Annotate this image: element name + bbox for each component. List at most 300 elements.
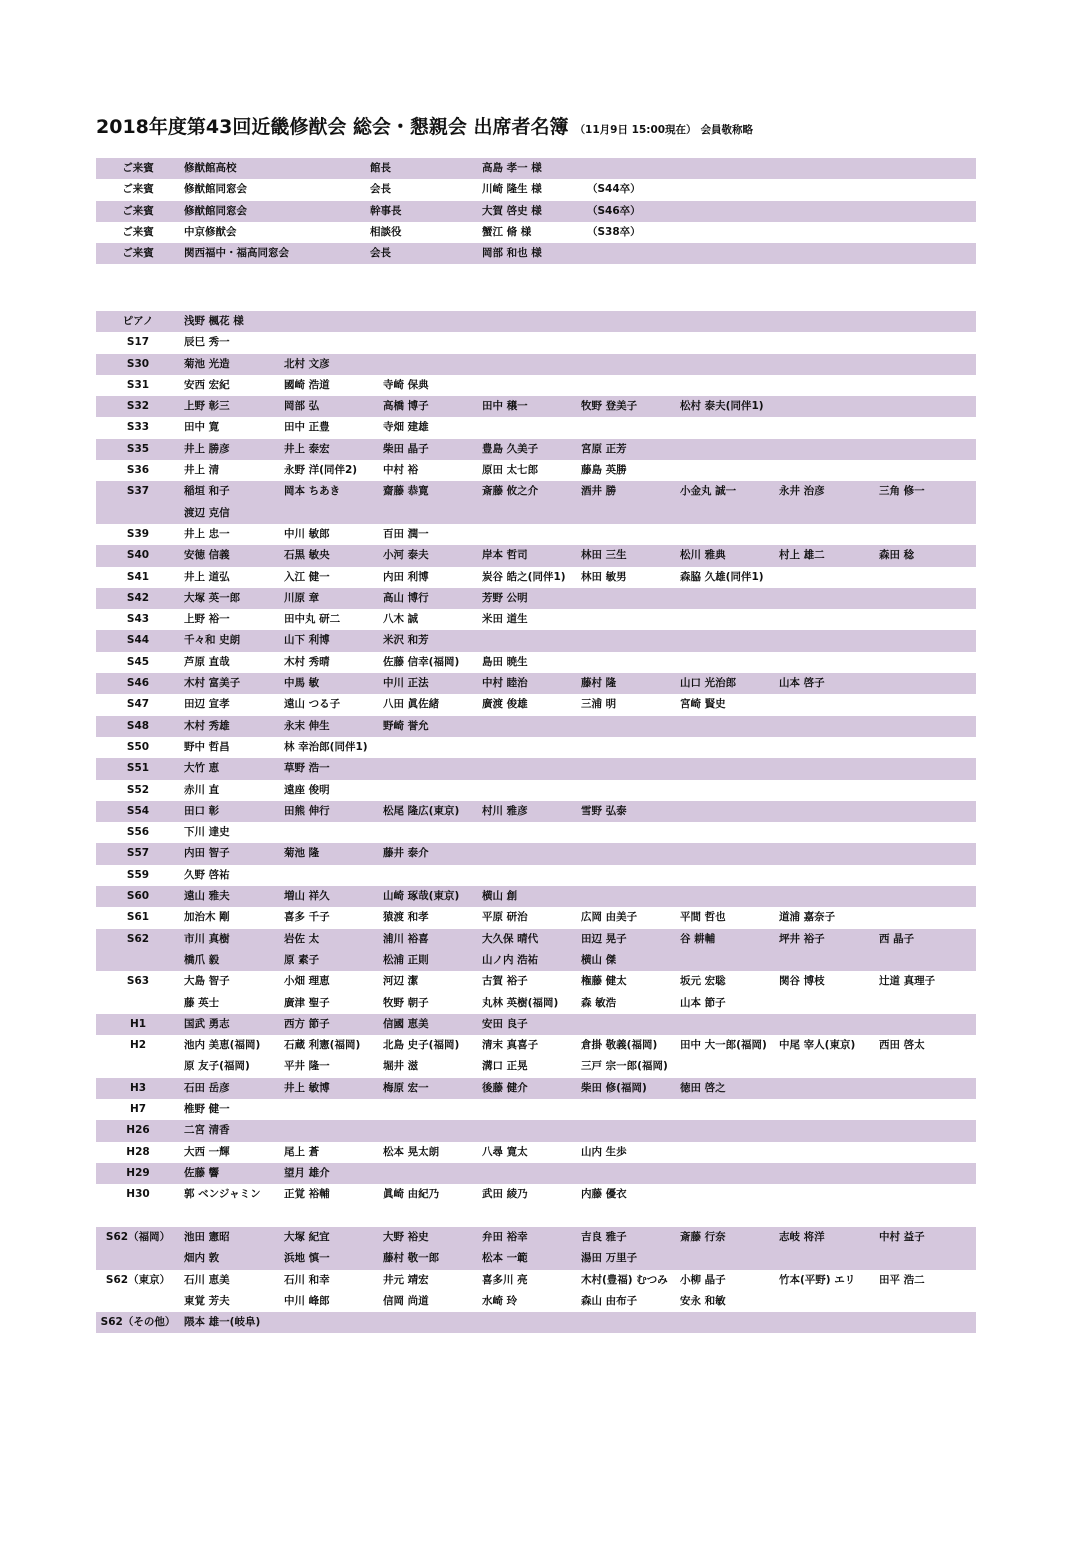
attendee-name: 芦原 直哉 <box>184 655 230 668</box>
attendee-row <box>96 950 976 971</box>
attendee-row <box>96 609 976 630</box>
attendee-name: 宮崎 賢史 <box>680 698 726 711</box>
attendee-row <box>96 1078 976 1099</box>
attendee-row <box>96 780 976 801</box>
attendee-name: 國崎 浩道 <box>284 378 330 391</box>
attendee-name: 田辺 晃子 <box>581 932 627 945</box>
class-year-label: H7 <box>129 1102 147 1115</box>
class-year-label <box>96 950 180 971</box>
class-year-label: S42 <box>126 591 150 604</box>
class-year-label: H28 <box>126 1145 150 1158</box>
attendee-name: 平間 哲也 <box>680 911 726 924</box>
class-year-label: S33 <box>126 421 150 434</box>
class-year-label: S17 <box>126 336 150 349</box>
attendee-name: 猿渡 和孝 <box>383 911 429 924</box>
attendee-name: 米田 道生 <box>482 613 528 626</box>
attendee-name: 佐藤 響 <box>184 1166 220 1179</box>
guest-label: ご来賓 <box>122 204 154 217</box>
attendee-name: 倉掛 敬義(福岡) <box>581 1039 658 1052</box>
attendee-name: 横山 創 <box>482 890 518 903</box>
attendee-name: 安田 良子 <box>482 1017 528 1030</box>
attendee-name: 稲垣 和子 <box>184 485 230 498</box>
attendee-row <box>96 439 976 460</box>
guest-label: ご来賓 <box>122 183 154 196</box>
attendee-row <box>96 354 976 375</box>
class-year-label: S41 <box>126 570 150 583</box>
attendee-name: 久野 啓祐 <box>184 868 230 881</box>
attendee-name: 中村 裕 <box>383 464 419 477</box>
attendee-row <box>96 311 976 332</box>
regional-attendee-row <box>96 1312 976 1333</box>
guest-role: 相談役 <box>370 225 402 238</box>
attendee-name: 信岡 尚道 <box>383 1294 429 1307</box>
attendee-name: 徳田 啓之 <box>680 1081 726 1094</box>
attendee-name: 池田 憲昭 <box>184 1231 230 1243</box>
attendee-name: 岡部 弘 <box>284 400 320 413</box>
attendee-name: 椎野 健一 <box>184 1102 230 1115</box>
attendee-name: 井上 勝彦 <box>184 442 230 455</box>
attendee-name: 井上 道弘 <box>184 570 230 583</box>
regional-attendee-table <box>96 1227 976 1333</box>
class-year-label: S52 <box>126 783 150 796</box>
attendee-name: 藤 英士 <box>184 996 220 1009</box>
attendee-name: 米沢 和芳 <box>383 634 429 647</box>
guest-graduation-note: （S38卒） <box>587 225 641 238</box>
attendee-name: 市川 真樹 <box>184 932 230 945</box>
attendee-row <box>96 545 976 566</box>
class-year-label: H1 <box>129 1017 147 1030</box>
attendee-name: 三浦 明 <box>581 698 617 711</box>
attendee-name: 山内 生歩 <box>581 1145 627 1158</box>
attendee-row <box>96 758 976 779</box>
attendee-name: 梅原 宏一 <box>383 1081 429 1094</box>
guest-role: 館長 <box>370 162 391 174</box>
attendee-name: 浜地 慎一 <box>284 1252 330 1265</box>
attendee-row <box>96 396 976 417</box>
attendee-name: 森脇 久雄(同伴1) <box>680 570 764 583</box>
attendee-row <box>96 907 976 928</box>
guest-role: 会長 <box>370 183 391 196</box>
attendee-name: 後藤 健介 <box>482 1081 528 1094</box>
attendee-name: 谷 耕輔 <box>680 932 716 945</box>
attendee-name: 北島 史子(福岡) <box>383 1039 460 1052</box>
attendee-name: 平井 隆一 <box>284 1060 330 1073</box>
attendee-name: 村上 雄二 <box>779 549 825 562</box>
class-year-label: S54 <box>126 804 150 817</box>
attendee-name: 岡本 ちあき <box>284 485 341 498</box>
attendee-name: 吉良 雅子 <box>581 1231 627 1243</box>
class-year-label: S62（福岡） <box>105 1231 171 1243</box>
attendee-name: 石川 恵美 <box>184 1273 230 1286</box>
attendee-row <box>96 567 976 588</box>
attendee-name: 田中 穣一 <box>482 400 528 413</box>
attendee-name: 山下 利博 <box>284 634 330 647</box>
attendee-name: 林田 敏男 <box>581 570 627 583</box>
attendee-name: 井上 清 <box>184 464 220 477</box>
guest-label: ご来賓 <box>122 247 154 260</box>
attendee-name: 田熊 伸行 <box>284 804 330 817</box>
guest-row <box>96 158 976 179</box>
attendee-name: 川原 章 <box>284 591 320 604</box>
attendee-name: 東覚 芳夫 <box>184 1294 230 1307</box>
attendee-name: 大塚 紀宜 <box>284 1231 330 1243</box>
attendee-name: 野崎 誉允 <box>383 719 429 732</box>
class-year-label: S30 <box>126 357 150 370</box>
attendee-name: 信國 恵美 <box>383 1017 429 1030</box>
attendee-name: 木村 秀雄 <box>184 719 230 732</box>
attendee-name: 河辺 潔 <box>383 975 419 988</box>
attendee-name: 木村 秀晴 <box>284 655 330 668</box>
attendee-name: 田中 大一郎(福岡) <box>680 1039 767 1052</box>
guest-role: 会長 <box>370 247 391 260</box>
attendee-name: 豊島 久美子 <box>482 442 539 455</box>
attendee-name: 松尾 隆広(東京) <box>383 804 460 817</box>
class-year-label: ピアノ <box>122 315 154 327</box>
attendee-name: 石田 岳彦 <box>184 1081 230 1094</box>
attendee-name: 山崎 琢哉(東京) <box>383 890 460 903</box>
attendee-row <box>96 652 976 673</box>
class-year-label: S62（その他） <box>100 1316 176 1329</box>
attendee-name: 千々和 史朗 <box>184 634 241 647</box>
attendee-name: 上野 彰三 <box>184 400 230 413</box>
attendee-name: 牧野 登美子 <box>581 400 638 413</box>
class-year-label <box>96 1248 180 1269</box>
class-year-label: S47 <box>126 698 150 711</box>
attendee-name: 下川 達史 <box>184 826 230 839</box>
class-year-label: S63 <box>126 975 150 988</box>
class-year-label: S61 <box>126 911 150 924</box>
class-year-label: S48 <box>126 719 150 732</box>
attendee-name: 遠山 つる子 <box>284 698 341 711</box>
attendee-name: 松川 雅典 <box>680 549 726 562</box>
attendee-name: 池内 美恵(福岡) <box>184 1039 261 1052</box>
attendee-name: 溝口 正晃 <box>482 1060 528 1073</box>
attendee-name: 渡辺 克信 <box>184 506 230 519</box>
attendee-row <box>96 1163 976 1184</box>
attendee-name: 斎藤 行奈 <box>680 1231 726 1243</box>
attendee-name: 内田 智子 <box>184 847 230 860</box>
attendee-name: 辰巳 秀一 <box>184 336 230 349</box>
class-year-label: H26 <box>126 1124 150 1137</box>
class-year-label: S59 <box>126 868 150 881</box>
attendee-row <box>96 865 976 886</box>
attendee-name: 永末 伸生 <box>284 719 330 732</box>
attendee-name: 上野 裕一 <box>184 613 230 626</box>
attendee-name: 西方 節子 <box>284 1017 330 1030</box>
attendee-name: 内藤 優衣 <box>581 1188 627 1201</box>
class-year-label: H30 <box>126 1188 150 1201</box>
attendee-name: 望月 雄介 <box>284 1166 330 1179</box>
regional-attendee-row <box>96 1270 976 1291</box>
attendee-name: 島田 暁生 <box>482 655 528 668</box>
attendee-name: 草野 浩一 <box>284 762 330 775</box>
guest-organization: 修猷館高校 <box>184 162 237 174</box>
attendee-row <box>96 673 976 694</box>
attendee-name: 山ノ内 浩祐 <box>482 953 539 966</box>
attendee-name: 中馬 敏 <box>284 677 320 690</box>
attendee-name: 尾上 蒼 <box>284 1145 320 1158</box>
attendee-name: 松村 泰夫(同伴1) <box>680 400 764 413</box>
attendee-name: 田口 彰 <box>184 804 220 817</box>
class-year-label: H29 <box>126 1166 150 1179</box>
attendee-name: 弁田 裕幸 <box>482 1231 528 1243</box>
attendee-name: 岸本 哲司 <box>482 549 528 562</box>
class-year-label: S37 <box>126 485 150 498</box>
class-year-label: S56 <box>126 826 150 839</box>
attendee-name: 田中 正豊 <box>284 421 330 434</box>
attendee-name: 中尾 宰人(東京) <box>779 1039 856 1052</box>
attendee-name: 武田 綾乃 <box>482 1188 528 1201</box>
guest-organization: 関西福中・福高同窓会 <box>184 247 289 260</box>
attendee-name: 安永 和敏 <box>680 1294 726 1307</box>
attendee-name: 寺畑 建雄 <box>383 421 429 434</box>
attendee-name: 坂元 宏聡 <box>680 975 726 988</box>
class-year-label: S44 <box>126 634 150 647</box>
attendee-name: 井上 敏博 <box>284 1081 330 1094</box>
attendee-name: 藤村 敬一郎 <box>383 1252 440 1265</box>
class-year-label: S39 <box>126 527 150 540</box>
class-year-label: S46 <box>126 677 150 690</box>
attendee-name: 安徳 信義 <box>184 549 230 562</box>
class-year-label: S51 <box>126 762 150 775</box>
title-honorific-note: 会員敬称略 <box>700 124 754 136</box>
attendee-name: 坪井 裕子 <box>779 932 825 945</box>
attendee-name: 二宮 清香 <box>184 1124 230 1137</box>
class-year-label: S45 <box>126 655 150 668</box>
class-year-label: S43 <box>126 613 150 626</box>
guest-label: ご来賓 <box>122 225 154 238</box>
attendee-name: 大野 裕史 <box>383 1231 429 1243</box>
attendee-name: 宮原 正芳 <box>581 442 627 455</box>
attendee-name: 田中丸 研二 <box>284 613 341 626</box>
class-year-label: S31 <box>126 378 150 391</box>
attendee-name: 藤村 隆 <box>581 677 617 690</box>
attendee-row <box>96 503 976 524</box>
attendee-name: 郭 ベンジャミン <box>184 1188 261 1201</box>
attendee-row <box>96 1120 976 1141</box>
attendee-name: 菊池 隆 <box>284 847 320 860</box>
class-year-label: S62（東京） <box>105 1273 171 1286</box>
attendee-row <box>96 460 976 481</box>
regional-attendee-row <box>96 1227 976 1248</box>
attendee-row <box>96 694 976 715</box>
class-year-label: S40 <box>126 549 150 562</box>
attendee-name: 野中 哲昌 <box>184 740 230 753</box>
attendee-name: 大竹 恵 <box>184 762 220 775</box>
attendee-name: 安西 宏紀 <box>184 378 230 391</box>
attendee-name: 山口 光治郎 <box>680 677 737 690</box>
attendee-name: 松本 晃太朗 <box>383 1145 440 1158</box>
attendee-name: 原 友子(福岡) <box>184 1060 250 1073</box>
attendee-name: 林田 三生 <box>581 549 627 562</box>
attendee-name: 中村 益子 <box>879 1231 925 1243</box>
attendee-name: 井元 靖宏 <box>383 1273 429 1286</box>
attendee-name: 八木 誠 <box>383 613 419 626</box>
attendee-row <box>96 716 976 737</box>
attendee-name: 中川 敏郎 <box>284 527 330 540</box>
guest-name: 大賀 啓史 様 <box>482 204 542 217</box>
attendee-name: 中村 睦治 <box>482 677 528 690</box>
attendee-name: 永野 洋(同伴2) <box>284 464 358 477</box>
attendee-name: 石蔵 利憲(福岡) <box>284 1039 361 1052</box>
attendee-name: 柴田 修(福岡) <box>581 1081 647 1094</box>
attendee-name: 三戸 宗一郎(福岡) <box>581 1060 668 1073</box>
attendee-name: 炭谷 皓之(同伴1) <box>482 570 566 583</box>
attendee-name: 橋爪 毅 <box>184 953 220 966</box>
attendee-name: 小柳 晶子 <box>680 1273 726 1286</box>
attendee-name: 廣渡 俊雄 <box>482 698 528 711</box>
attendee-name: 牧野 朝子 <box>383 996 429 1009</box>
attendee-name: 赤川 直 <box>184 783 220 796</box>
attendee-name: 森田 稔 <box>879 549 915 562</box>
class-year-label: S35 <box>126 442 150 455</box>
class-year-label: S32 <box>126 400 150 413</box>
guest-graduation-note: （S44卒） <box>587 183 641 196</box>
attendee-name: 小金丸 誠一 <box>680 485 737 498</box>
class-year-label <box>96 1291 180 1312</box>
attendee-name: 木村 富美子 <box>184 677 241 690</box>
attendee-row <box>96 1056 976 1077</box>
attendee-name: 木村(豊福) むつみ <box>581 1273 668 1286</box>
attendee-name: 酒井 勝 <box>581 485 617 498</box>
attendee-name: 広岡 由美子 <box>581 911 638 924</box>
class-year-label: S60 <box>126 890 150 903</box>
attendee-name: 入江 健一 <box>284 570 330 583</box>
attendee-name: 八尋 寛太 <box>482 1145 528 1158</box>
attendee-name: 湯田 万里子 <box>581 1252 638 1265</box>
attendee-name: 田平 浩二 <box>879 1273 925 1286</box>
title-main: 2018年度第43回近畿修猷会 総会・懇親会 出席者名簿 <box>96 116 569 138</box>
attendee-name: 浦川 裕喜 <box>383 932 429 945</box>
attendee-row <box>96 375 976 396</box>
attendee-row <box>96 332 976 353</box>
attendee-row <box>96 801 976 822</box>
attendee-name: 原 素子 <box>284 953 320 966</box>
attendee-name: 大西 一輝 <box>184 1145 230 1158</box>
attendee-row <box>96 630 976 651</box>
attendee-name: 田中 寛 <box>184 421 220 434</box>
class-year-label <box>96 1056 180 1077</box>
attendee-name: 西 晶子 <box>879 932 915 945</box>
attendee-name: 志岐 将洋 <box>779 1231 825 1243</box>
attendee-name: 増山 祥久 <box>284 890 330 903</box>
attendee-name: 関谷 博枝 <box>779 975 825 988</box>
attendee-name: 喜多 千子 <box>284 911 330 924</box>
attendee-name: 内田 利博 <box>383 570 429 583</box>
attendee-name: 遠山 雅夫 <box>184 890 230 903</box>
guest-row <box>96 222 976 243</box>
attendee-name: 村川 雅彦 <box>482 804 528 817</box>
guest-label: ご来賓 <box>122 162 154 174</box>
attendee-name: 権藤 健太 <box>581 975 627 988</box>
guest-name: 岡部 和也 様 <box>482 247 542 260</box>
guest-row <box>96 201 976 222</box>
attendee-name: 柴田 晶子 <box>383 442 429 455</box>
attendee-row <box>96 993 976 1014</box>
guest-row <box>96 179 976 200</box>
guest-graduation-note: （S46卒） <box>587 204 641 217</box>
attendee-name: 岩佐 太 <box>284 932 320 945</box>
attendee-name: 百田 潤一 <box>383 527 429 540</box>
guest-organization: 中京修猷会 <box>184 225 237 238</box>
attendee-name: 眞崎 由紀乃 <box>383 1188 440 1201</box>
attendee-name: 横山 傑 <box>581 953 617 966</box>
attendee-name: 菊池 光造 <box>184 357 230 370</box>
attendee-name: 井上 忠一 <box>184 527 230 540</box>
attendee-name: 隈本 雄一(岐阜) <box>184 1316 261 1329</box>
class-year-label: H3 <box>129 1081 147 1094</box>
class-year-label <box>96 503 180 524</box>
attendee-table <box>96 311 976 1205</box>
guest-role: 幹事長 <box>370 204 402 217</box>
attendee-name: 畑内 敦 <box>184 1252 220 1265</box>
attendee-name: 大久保 晴代 <box>482 932 539 945</box>
attendee-name: 松本 一範 <box>482 1252 528 1265</box>
attendee-name: 喜多川 亮 <box>482 1273 528 1286</box>
attendee-name: 永井 治彦 <box>779 485 825 498</box>
attendee-name: 大塚 英一郎 <box>184 591 241 604</box>
attendee-row <box>96 886 976 907</box>
attendee-name: 堀井 滋 <box>383 1060 419 1073</box>
attendee-name: 高橋 博子 <box>383 400 429 413</box>
attendee-name: 道浦 嘉奈子 <box>779 911 836 924</box>
attendee-name: 芳野 公明 <box>482 591 528 604</box>
attendee-name: 三角 修一 <box>879 485 925 498</box>
attendee-name: 八田 眞佐緒 <box>383 698 440 711</box>
attendee-name: 小河 泰夫 <box>383 549 429 562</box>
attendee-name: 斎藤 攸之介 <box>482 485 539 498</box>
attendee-name: 佐藤 信幸(福岡) <box>383 655 460 668</box>
attendee-name: 林 幸治郎(同伴1) <box>284 740 368 753</box>
attendee-row <box>96 1184 976 1205</box>
attendee-name: 水崎 玲 <box>482 1294 518 1307</box>
attendee-name: 辻道 真理子 <box>879 975 936 988</box>
attendee-row <box>96 1099 976 1120</box>
guest-name: 蟹江 脩 様 <box>482 225 532 238</box>
attendee-name: 竹本(平野) エリ <box>779 1273 856 1286</box>
attendee-row <box>96 843 976 864</box>
attendee-row <box>96 1014 976 1035</box>
attendee-name: 北村 文彦 <box>284 357 330 370</box>
attendee-name: 丸林 英樹(福岡) <box>482 996 559 1009</box>
attendee-name: 森 敏浩 <box>581 996 617 1009</box>
attendee-name: 小畑 理恵 <box>284 975 330 988</box>
attendee-name: 正覚 裕輔 <box>284 1188 330 1201</box>
attendee-name: 石川 和幸 <box>284 1273 330 1286</box>
attendee-name: 寺崎 保典 <box>383 378 429 391</box>
attendee-name: 齋藤 恭寛 <box>383 485 429 498</box>
class-year-label: S36 <box>126 464 150 477</box>
class-year-label: S57 <box>126 847 150 860</box>
attendee-name: 古賀 裕子 <box>482 975 528 988</box>
attendee-name: 藤井 泰介 <box>383 847 429 860</box>
attendee-name: 山本 啓子 <box>779 677 825 690</box>
attendee-name: 高山 博行 <box>383 591 429 604</box>
attendee-name: 廣津 聖子 <box>284 996 330 1009</box>
attendee-name: 石黒 敏央 <box>284 549 330 562</box>
attendee-row <box>96 524 976 545</box>
guest-organization: 修猷館同窓会 <box>184 183 247 196</box>
attendee-name: 大島 智子 <box>184 975 230 988</box>
attendee-row <box>96 737 976 758</box>
attendee-name: 浅野 楓花 様 <box>184 315 244 327</box>
attendee-name: 国武 勇志 <box>184 1017 230 1030</box>
guest-name: 川崎 隆生 様 <box>482 183 542 196</box>
guest-row <box>96 243 976 264</box>
attendee-row <box>96 417 976 438</box>
attendee-name: 中川 峰郎 <box>284 1294 330 1307</box>
attendee-row <box>96 588 976 609</box>
